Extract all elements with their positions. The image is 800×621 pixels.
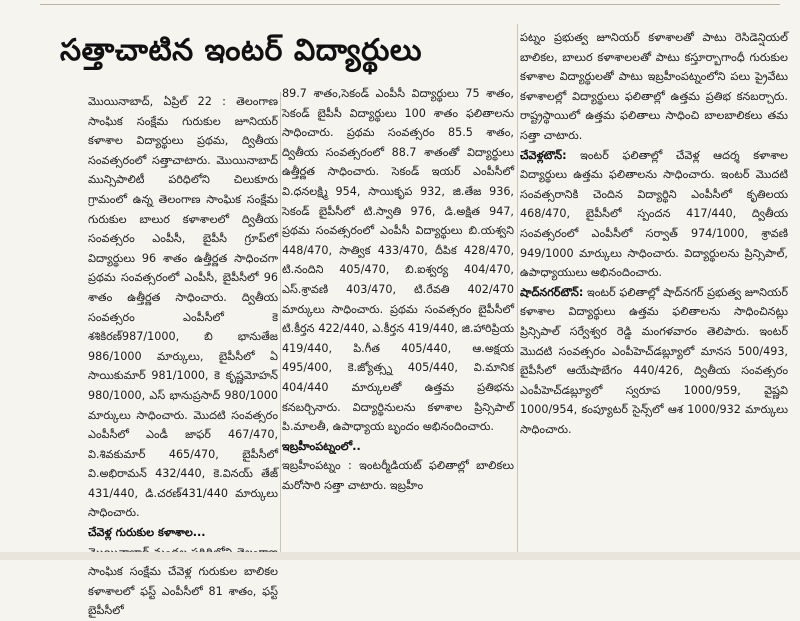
col1-paragraph-1: మొయినాబాద్, ఏప్రిల్ 22 : తెలంగాణ సాంఘిక సంక్షేమ గురుకుల జూనియర్ కళాశాల విద్యార్థులు ప్రథమ, ద్వితీయ సంవత్సరంలో సత్తాచాటారు. మొయినాబాద్ మున్సిపాలిటీ పరిధిలోని చిలుకూరు గ్రామంలో ఉన్న తెలంగాణ సాంఘిక సంక్షేమ గురుకుల బాలుర కళాశాలలో ద్వితీయ సంవత్సరం ఎంపీసీ, బైపీసీ గ్రూప్‌లో విద్యార్థులు 96 శాతం ఉత్తీర్ణత సాధించగా ప్రథమ సంవత్సరంలో ఎంపీసీ, బైపీసీలో 96 శాతం ఉత్తీర్ణత సాధించారు. ద్వితీయ సంవత్సరం ఎంపీసీలో కె శశికిరణ్‌987/1000, బి భానుతేజ 986/1000 మార్కులు, బైపీసీలో ఏ సాయికుమార్ 981/1000, కె కృష్ణమోహన్ 980/1000, ఎస్ భానుప్రసాద్ 980/1000 మార్కులు సాధించారు. మొదటి సంవత్సరం ఎంపీసీలో ఎండీ జాఫర్ 467/470, వి.శివకుమార్ 465/470, బైపీసీలో వి.అభిరామన్ 432/440, కె.వినయ్ తేజ్ 431/440, డి.చరణ్‌431/440 మార్కులు సాధించారు. [88, 95, 278, 520]
col3-section-shadnagar [520, 283, 788, 440]
column-divider-1 [280, 92, 281, 552]
column-divider-2 [517, 24, 518, 556]
bottom-strip [0, 552, 800, 560]
col3-subheading-1: చేవెళ్లటౌన్: [520, 148, 567, 162]
col1-paragraph-2: సాంఘిక సంక్షేమ చేవెళ్ల గురుకుల బాలికల కళాశాలలో ఫస్ట్ ఎంపీసీలో 81 శాతం, ఫస్ట్ బైపీసీలో [88, 565, 278, 618]
col2-paragraph-2: ఇబ్రహీంపట్నం : ఇంటర్మీడియట్ ఫలితాల్లో బాలికలు మరోసారి సత్తా చాటారు. ఇబ్రహీం [282, 459, 514, 492]
article-column-3 [520, 28, 788, 556]
col3-subheading-2: షాద్‌నగర్‌టౌన్: [520, 285, 584, 299]
article-headline: సత్తాచాటిన ఇంటర్ విద్యార్థులు [60, 33, 422, 68]
article-column-2 [282, 84, 514, 556]
top-divider [40, 4, 780, 5]
article-column-1 [88, 92, 278, 618]
col3-paragraph-3: ఇంటర్ ఫలితాల్లో షాద్‌నగర్ ప్రభుత్వ జూనియర్ కళాశాల విద్యార్థులు ఉత్తమ ఫలితాలను సాధించినట్లు ప్రిన్సిపాల్ సర్వేశ్వర రెడ్డి మంగళవారం తెలిపారు. ఇంటర్ మొదటి సంవత్సరం ఎంపీహెచ్‌డబ్ల్యూలో మానస 500/493, బైపీసీలో ఆయేషాబేగం 440/426, ద్వితీయ సంవత్సరం ఎంపీహెచ్‌డబ్ల్యూలో స్వరూప 1000/959, వైష్ణవి 1000/954, కంప్యూటర్ సైన్స్‌లో ఆశ 1000/932 మార్కులు సాధించారు. [520, 285, 788, 436]
col3-paragraph-1: పట్నం ప్రభుత్వ జూనియర్ కళాశాలతో పాటు రెసిడెన్షియల్ బాలికల, బాలుర కళాశాలలతో పాటు కస్తూర్బాగాంధీ గురుకుల కళాశాల విద్యార్థులతో పాటు ఇబ్రహీంపట్నంలోని పలు ప్రైవేటు కళాశాలల్లో విద్యార్థులు ఫలితాల్లో ఉత్తమ ప్రతిభ కనబర్చారు. రాష్ట్రస్థాయిలో ఉత్తమ ఫలితాలు సాధించి బాలబాలికలు తమ సత్తా చాటారు. [520, 31, 788, 142]
col1-subheading: చేవెళ్ల గురుకుల కళాశాల... [88, 526, 206, 540]
col2-paragraph-1: 89.7 శాతం,సెకండ్ ఎంపీసీ విద్యార్థులు 75 శాతం, సెకండ్ బైపీసీ విద్యార్థులు 100 శాతం ఫలితాలను సాధించారు. ప్రథమ సంవత్సరం 85.5 శాతం, ద్వితీయ సంవత్సరంలో 88.7 శాతంతో విద్యార్థులు ఉత్తీర్ణత సాధించారు. సెకండ్ ఇయర్ ఎంపీసీలో వి.ధనలక్ష్మి 954, సాయికృప 932, జి.తేజ 936, సెకండ్ బైపీసీలో టి.స్వాతి 976, డి.అక్షిత 947, ప్రథమ సంవత్సరంలో ఎంపీసీ విద్యార్థులు బి.యశ్వని 448/470, సాత్విక 433/470, దీపిక 428/470, టి.నందిని 405/470, బి.ఐశ్వర్య 404/470, ఎస్.శ్రావణి 403/470, టి.రేవతి 402/470 మార్కులు సాధించారు. ప్రథమ సంవత్సరం బైపీసీలో టి.కీర్తన 422/440, ఎ.కీర్తన 419/440, జి.హారిప్రియ 419/440, పి.గీత 405/440, ఆ.అక్షయ 495/400, కె.జ్యోత్స్న 405/440, వి.మానిక 404/440 మార్కులతో ఉత్తమ ప్రతిభను కనబర్చినారు. విద్యార్థినులను కళాశాల ప్రిన్సిపాల్ పి.మాలతీ, ఉపాధ్యాయ బృందం అభినందించారు. [282, 87, 514, 434]
col3-paragraph-2: ఇంటర్ ఫలితాల్లో చేవెళ్ల ఆదర్శ కళాశాల విద్యార్థులు ఉత్తమ ఫలితాలను సాధించారు. ఇంటర్ మొదటి సంవత్సరానికి చెందిన విద్యార్థిని ఎంపీసీలో కృతిలయ 468/470, బైపీసీలో స్పందన 417/440, ద్వితీయ సంవత్సరంలో ఎంపీసీలో సర్వాత్ 974/1000, శ్రావణి 949/1000 మార్కులు సాధించారు. విద్యార్థులను ప్రిన్సిపాల్, ఉపాధ్యాయులు అభినందించారు. [520, 148, 788, 280]
col3-section-chevella [520, 146, 788, 283]
col2-subheading: ఇబ్రహీంపట్నంలో.. [282, 439, 361, 453]
